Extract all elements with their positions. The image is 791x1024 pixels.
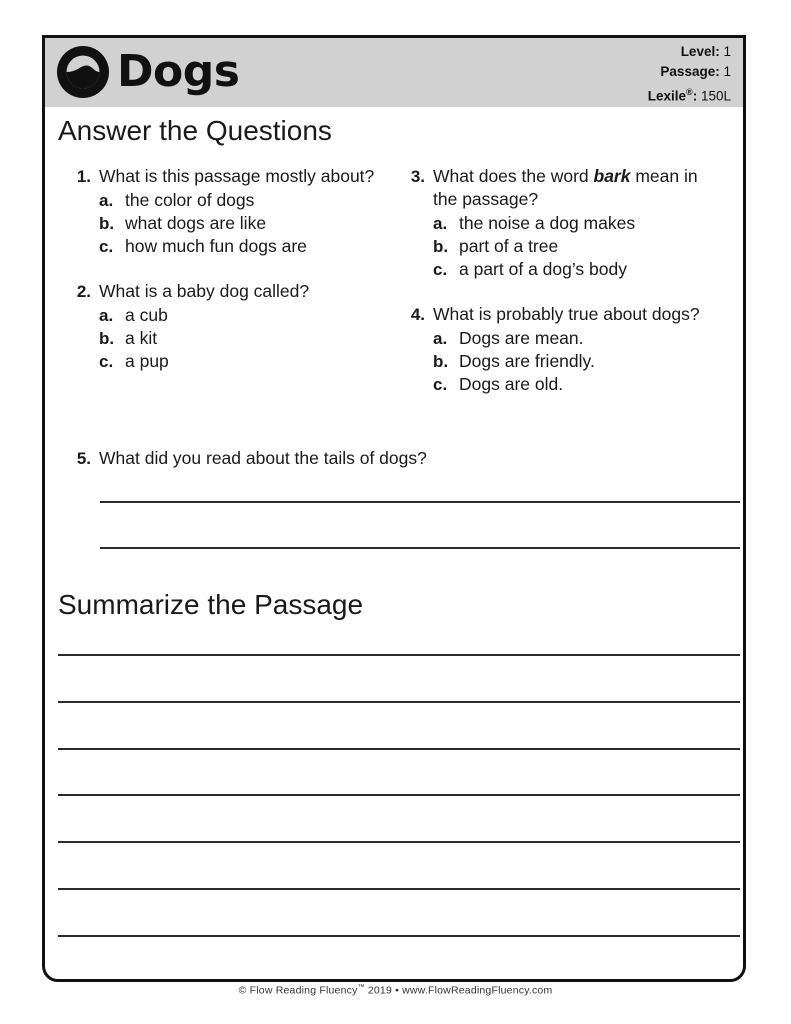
choice-text: the color of dogs — [125, 190, 255, 210]
choice-letter: b. — [99, 214, 115, 233]
registered-mark-icon: ® — [686, 87, 693, 97]
choice-text: how much fun dogs are — [125, 236, 307, 256]
choice-text: a pup — [125, 351, 169, 371]
question-4-text-row — [401, 303, 721, 326]
choice-option[interactable] — [99, 350, 387, 373]
question-text: What is this passage mostly about? — [99, 166, 375, 186]
choice-letter: c. — [433, 260, 448, 279]
question-text: What does the word — [433, 166, 594, 186]
question-number: 2. — [76, 282, 91, 301]
choice-list — [67, 189, 387, 258]
meta-label-level: Level: — [680, 44, 720, 59]
open-response-question — [67, 447, 727, 470]
choice-letter: a. — [433, 329, 448, 348]
question-number: 1. — [76, 167, 91, 186]
choice-list — [67, 304, 387, 373]
choice-letter: a. — [433, 214, 448, 233]
meta-label-lexile: Lexile — [647, 88, 687, 104]
choice-text: Dogs are old. — [459, 374, 564, 394]
question-text: What is a baby dog called? — [99, 281, 310, 301]
questions-column-right — [401, 165, 721, 418]
footer-text-before: © Flow Reading Fluency — [238, 984, 358, 997]
question-number: 3. — [410, 167, 425, 186]
page-title: Dogs — [117, 46, 240, 97]
choice-text: what dogs are like — [125, 213, 267, 233]
choice-text: the noise a dog makes — [459, 213, 636, 233]
choice-text: a cub — [125, 305, 168, 325]
choice-text: Dogs are mean. — [459, 328, 584, 348]
question-1-text-row — [67, 165, 387, 188]
meta-value-passage: 1 — [723, 64, 731, 79]
choice-text: a part of a dog’s body — [459, 259, 627, 279]
question-text-continued: mean in the passage? — [433, 166, 698, 209]
question-3-text-row — [401, 165, 721, 211]
choice-letter: b. — [433, 352, 449, 371]
question-item — [401, 165, 721, 281]
worksheet-sheet-border — [42, 35, 746, 982]
choice-option[interactable] — [99, 304, 387, 327]
choice-letter: a. — [99, 306, 114, 325]
meta-value-level: 1 — [723, 44, 731, 59]
questions-section-heading: Answer the Questions — [58, 115, 332, 146]
choice-option[interactable] — [99, 327, 387, 350]
question-5-number: 5. — [76, 449, 91, 468]
choice-text: a kit — [125, 328, 158, 348]
meta-row-passage — [648, 62, 731, 82]
choice-option[interactable] — [433, 212, 721, 235]
questions-column-left — [67, 165, 387, 395]
question-5-text: What did you read about the tails of dogs? — [99, 448, 427, 468]
answer-line[interactable] — [100, 501, 740, 503]
question-item — [67, 165, 387, 258]
choice-option[interactable] — [433, 258, 721, 281]
meta-row-lexile — [648, 82, 731, 107]
question-2-text-row — [67, 280, 387, 303]
summary-line[interactable] — [58, 654, 740, 656]
question-number: 4. — [410, 305, 425, 324]
question-emphasis-word: bark — [593, 166, 631, 186]
choice-option[interactable] — [99, 235, 387, 258]
choice-option[interactable] — [433, 373, 721, 396]
choice-letter: a. — [99, 191, 114, 210]
choice-letter: c. — [433, 375, 448, 394]
choice-option[interactable] — [433, 235, 721, 258]
summary-line[interactable] — [58, 794, 740, 796]
question-item — [401, 303, 721, 396]
choice-option[interactable] — [99, 212, 387, 235]
meta-label-passage: Passage: — [660, 64, 720, 79]
meta-row-level — [648, 42, 731, 62]
summary-line[interactable] — [58, 701, 740, 703]
choice-text: Dogs are friendly. — [459, 351, 595, 371]
worksheet-body — [45, 107, 743, 979]
choice-letter: c. — [99, 237, 114, 256]
summary-line[interactable] — [58, 748, 740, 750]
choice-option[interactable] — [99, 189, 387, 212]
summary-line[interactable] — [58, 935, 740, 937]
footer-text-after: 2019 • www.FlowReadingFluency.com — [364, 984, 553, 997]
choice-letter: c. — [99, 352, 114, 371]
worksheet-header — [45, 38, 743, 107]
choice-list — [401, 327, 721, 396]
question-item — [67, 280, 387, 373]
choice-text: part of a tree — [459, 236, 559, 256]
choice-list — [401, 212, 721, 281]
choice-letter: b. — [99, 329, 115, 348]
passage-metadata — [648, 42, 731, 107]
meta-value-lexile: 150L — [700, 88, 731, 104]
page-footer — [0, 984, 791, 997]
answer-line[interactable] — [100, 547, 740, 549]
summary-line[interactable] — [58, 841, 740, 843]
summary-line[interactable] — [58, 888, 740, 890]
meta-label-lexile-colon: : — [692, 88, 698, 104]
flow-circle-logo-icon — [55, 44, 111, 100]
question-5-text-row — [67, 447, 727, 470]
choice-option[interactable] — [433, 350, 721, 373]
summarize-section-heading: Summarize the Passage — [58, 589, 364, 620]
choice-letter: b. — [433, 237, 449, 256]
choice-option[interactable] — [433, 327, 721, 350]
question-text: What is probably true about dogs? — [433, 304, 700, 324]
trademark-icon: ™ — [357, 984, 365, 991]
